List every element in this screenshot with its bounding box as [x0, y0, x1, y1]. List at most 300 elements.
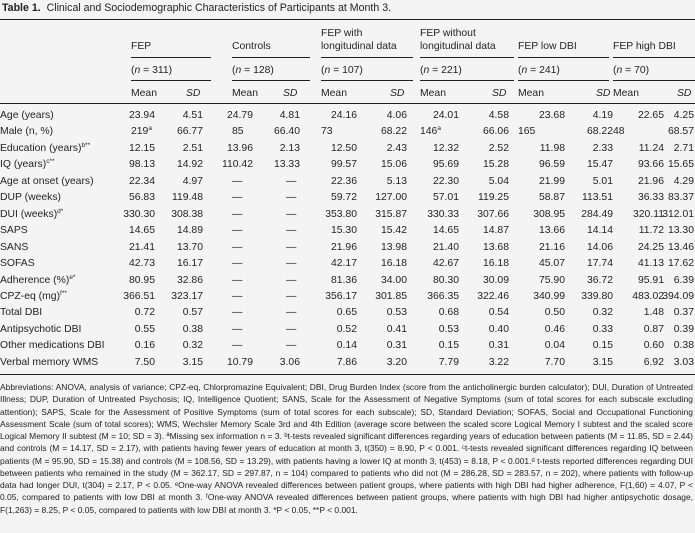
table-cell: [331, 257, 357, 270]
cell-footnote-mark: a: [148, 125, 152, 133]
n-symbol: n: [235, 65, 242, 76]
table-cell: [582, 191, 613, 204]
table-cell: [668, 257, 694, 270]
cell-value: 113.51: [581, 192, 613, 204]
cell-value: 366.51: [123, 290, 155, 302]
column-mean-header: Mean: [321, 88, 347, 99]
table-cell: [581, 290, 613, 303]
table-cell: [483, 274, 509, 287]
cell-value: 16.17: [176, 258, 203, 270]
cell-value: 0.40: [488, 323, 509, 335]
table-cell: [489, 339, 509, 352]
cell-value: 21.41: [128, 241, 155, 253]
cell-value: 13.33: [273, 159, 300, 171]
table-cell: [433, 257, 459, 270]
cell-value: 59.72: [330, 192, 357, 204]
column-group-line: FEP with: [321, 28, 363, 39]
cell-value: 3.22: [488, 356, 509, 368]
cell-value: 4.58: [488, 110, 509, 121]
table-cell: [433, 158, 459, 171]
cell-value: 3.20: [386, 356, 407, 368]
n-symbol: n: [521, 65, 528, 76]
row-label-text: SANS: [0, 241, 29, 253]
cell-value: 96.59: [538, 159, 565, 171]
table-cell: [274, 125, 300, 138]
cell-value: —: [232, 225, 243, 237]
column-group-line: FEP without: [420, 28, 476, 39]
cell-value: 14.06: [586, 241, 613, 253]
table-cell: [533, 208, 565, 221]
table-cell: [540, 142, 565, 155]
row-label: [0, 274, 75, 287]
table-cell: [171, 290, 203, 303]
table-cell: [489, 142, 509, 155]
table-cell: [331, 109, 357, 122]
cell-value: 21.99: [538, 175, 565, 187]
row-label-text: Total DBI: [0, 307, 43, 319]
table-cell: [593, 339, 613, 352]
table-cell: [177, 224, 203, 237]
row-label: [0, 175, 94, 188]
cell-value: 16.18: [380, 258, 407, 270]
table-cell: [227, 142, 253, 155]
table-cell: [662, 208, 694, 221]
cell-value: —: [232, 307, 243, 319]
cell-value: 4.29: [673, 175, 694, 187]
row-label-text: IQ (years): [0, 159, 47, 171]
table-cell: [280, 109, 300, 122]
cell-value: 24.79: [226, 110, 253, 121]
cell-value: 21.96: [637, 175, 664, 187]
cell-value: 353.80: [325, 208, 357, 220]
cell-value: 24.01: [432, 110, 459, 121]
cell-value: 323.17: [171, 290, 203, 302]
cell-value: 14.87: [482, 225, 509, 237]
cell-value: 3.06: [279, 356, 300, 368]
table-cell: [232, 241, 242, 254]
cell-value: 4.97: [182, 175, 203, 187]
cell-value: 66.40: [273, 126, 300, 138]
row-label-text: CPZ-eq (mg): [0, 290, 61, 302]
cell-value: 11.72: [638, 225, 664, 237]
row-label-text: DUI (weeks): [0, 208, 58, 220]
row-label-text: Verbal memory WMS: [0, 356, 99, 368]
table-cell: [381, 274, 407, 287]
table-cell: [232, 224, 242, 237]
cell-value: —: [286, 192, 297, 204]
cell-value: 3.15: [182, 356, 203, 368]
table-cell: [483, 224, 509, 237]
table-cell: [489, 109, 509, 122]
cell-value: 284.49: [581, 208, 613, 220]
cell-value: 0.14: [336, 340, 357, 352]
table-cell: [433, 142, 459, 155]
column-sd-header: SD: [186, 88, 201, 99]
table-cell: [129, 175, 155, 188]
table-cell: [668, 224, 694, 237]
table-cell: [321, 125, 333, 138]
cell-value: 6.92: [643, 356, 664, 368]
table-cell: [518, 125, 535, 138]
table-cell: [489, 323, 509, 336]
row-label-footnote-mark: f**: [60, 289, 67, 297]
table-cell: [387, 356, 407, 369]
row-label: [0, 158, 55, 171]
cell-value: 81.36: [330, 274, 357, 286]
cell-value: 75.90: [538, 274, 565, 286]
column-n: (n = 221): [420, 65, 462, 76]
cell-value: 14.89: [176, 225, 203, 237]
column-mean-header: Mean: [518, 88, 544, 99]
table-cell: [129, 158, 155, 171]
column-mean-header: Mean: [613, 88, 639, 99]
table-cell: [232, 323, 242, 336]
table-cell: [381, 158, 407, 171]
table-cell: [123, 208, 155, 221]
cell-value: 4.51: [182, 110, 203, 121]
table-cell: [280, 142, 300, 155]
cell-value: —: [286, 241, 297, 253]
column-sd-header: SD: [390, 88, 405, 99]
table-cell: [177, 274, 203, 287]
table-cell: [375, 290, 407, 303]
table-caption: Clinical and Sociodemographic Characteristics of Participants at Month 3.: [46, 2, 392, 14]
table-cell: [337, 323, 357, 336]
cell-value: 22.30: [432, 175, 459, 187]
cell-value: 0.65: [336, 307, 357, 319]
column-group-line: longitudinal data: [321, 41, 397, 52]
column-n: (n = 311): [131, 65, 173, 76]
table-cell: [325, 208, 357, 221]
table-cell: [613, 125, 625, 138]
table-cell: [227, 109, 253, 122]
cell-value: 36.33: [637, 192, 664, 204]
table-cell: [545, 356, 565, 369]
cell-value: 2.33: [592, 142, 613, 154]
cell-value: 68.57: [667, 126, 694, 138]
cell-value: 4.06: [386, 110, 407, 121]
table-cell: [483, 257, 509, 270]
cell-value: 83.37: [667, 192, 694, 204]
cell-value: 21.96: [330, 241, 357, 253]
cell-value: 5.04: [488, 175, 509, 187]
cell-value: 0.57: [182, 307, 203, 319]
cell-value: 23.68: [538, 110, 565, 121]
cell-value: 13.70: [176, 241, 203, 253]
table-cell: [286, 208, 296, 221]
cell-value: 23.94: [128, 110, 155, 121]
cell-value: —: [286, 340, 297, 352]
row-label-footnote-mark: d*: [57, 207, 64, 215]
cell-value: 98.13: [128, 159, 155, 171]
cell-value: 0.39: [673, 323, 694, 335]
row-label-text: Male (n, %): [0, 126, 54, 138]
table-cell: [331, 175, 357, 188]
table-cell: [286, 290, 296, 303]
table-cell: [123, 290, 155, 303]
row-label: [0, 290, 67, 303]
cell-value: 2.43: [386, 142, 407, 154]
table-cell: [439, 356, 459, 369]
table-cell: [381, 241, 407, 254]
column-n-underline: [131, 80, 211, 81]
row-label-text: Age (years): [0, 110, 54, 121]
table-cell: [172, 191, 203, 204]
cell-value: 0.41: [386, 323, 407, 335]
table-cell: [662, 290, 694, 303]
cell-value: 13.66: [538, 225, 565, 237]
table-cell: [593, 142, 613, 155]
cell-value: 312.01: [662, 208, 694, 220]
table-cell: [539, 241, 565, 254]
cell-value: 165: [518, 126, 536, 138]
table-cell: [674, 109, 694, 122]
table-cell: [633, 208, 664, 221]
row-label: [0, 142, 90, 155]
cell-value: 4.25: [673, 110, 694, 121]
table-cell: [337, 306, 357, 319]
table-cell: [232, 290, 242, 303]
table-cell: [280, 356, 300, 369]
table-cell: [131, 125, 152, 138]
table-cell: [587, 125, 613, 138]
row-label-text: Education (years): [0, 142, 82, 154]
table-cell: [433, 175, 459, 188]
cell-value: —: [232, 340, 243, 352]
cell-value: 322.46: [477, 290, 509, 302]
row-label: [0, 125, 53, 138]
table-cell: [286, 224, 296, 237]
table-cell: [639, 224, 664, 237]
cell-value: 301.85: [375, 290, 407, 302]
table-cell: [427, 208, 459, 221]
table-cell: [286, 274, 296, 287]
cell-value: 17.62: [667, 258, 694, 270]
table-cell: [274, 158, 300, 171]
cell-value: —: [232, 175, 243, 187]
table-cell: [177, 241, 203, 254]
table-cell: [433, 109, 459, 122]
column-n-underline: [232, 80, 310, 81]
n-symbol: n: [134, 65, 141, 76]
table-cell: [286, 175, 296, 188]
table-cell: [232, 339, 242, 352]
cell-value: 42.73: [128, 258, 155, 270]
cell-value: —: [232, 258, 243, 270]
cell-value: 0.54: [488, 307, 509, 319]
row-label: [0, 339, 105, 352]
table-cell: [587, 158, 613, 171]
table-cell: [232, 175, 242, 188]
cell-value: 15.42: [380, 225, 407, 237]
table-cell: [593, 175, 613, 188]
column-n-underline: [420, 80, 514, 81]
table-cell: [232, 191, 242, 204]
cell-value: 6.39: [673, 274, 694, 286]
cell-value: 73: [321, 126, 333, 138]
table-cell: [638, 175, 664, 188]
cell-value: 0.87: [643, 323, 664, 335]
cell-value: 58.87: [538, 192, 565, 204]
row-label: [0, 306, 42, 319]
column-n-underline: [321, 80, 413, 81]
column-group-underline: [420, 57, 514, 58]
cell-value: 0.31: [386, 340, 407, 352]
table-cell: [587, 274, 613, 287]
table-cell: [381, 224, 407, 237]
table-cell: [183, 339, 203, 352]
cell-value: 366.35: [427, 290, 459, 302]
top-rule: [0, 19, 695, 20]
table-cell: [433, 191, 459, 204]
table-cell: [674, 175, 694, 188]
cell-value: 14.92: [176, 159, 203, 171]
cell-value: —: [232, 274, 243, 286]
cell-value: 4.19: [592, 110, 613, 121]
table-cell: [183, 175, 203, 188]
table-cell: [668, 158, 694, 171]
table-cell: [331, 241, 357, 254]
column-n: (n = 70): [613, 65, 650, 76]
column-mean-header: Mean: [131, 88, 157, 99]
table-cell: [286, 339, 296, 352]
cell-value: —: [232, 290, 243, 302]
table-cell: [638, 274, 664, 287]
table-cell: [433, 274, 459, 287]
cell-value: —: [286, 274, 297, 286]
bottom-rule: [0, 374, 695, 375]
row-label: [0, 191, 61, 204]
cell-value: 0.16: [134, 340, 155, 352]
table-cell: [381, 257, 407, 270]
table-cell: [387, 142, 407, 155]
cell-value: 13.46: [667, 241, 694, 253]
cell-value: 0.38: [673, 340, 694, 352]
row-label-footnote-mark: c**: [46, 158, 55, 166]
column-group-line: longitudinal data: [420, 41, 496, 52]
table-cell: [222, 158, 253, 171]
cell-value: 0.32: [592, 307, 613, 319]
cell-value: 0.33: [592, 323, 613, 335]
table-cell: [331, 142, 357, 155]
table-cell: [587, 257, 613, 270]
cell-value: —: [286, 290, 297, 302]
cell-value: 330.30: [123, 208, 155, 220]
cell-value: 42.17: [330, 258, 357, 270]
cell-value: 57.01: [432, 192, 459, 204]
table-cell: [644, 339, 664, 352]
table-cell: [539, 109, 565, 122]
table-cell: [674, 142, 694, 155]
column-n-underline: [518, 80, 609, 81]
column-group-underline: [232, 57, 310, 58]
cell-value: 14.14: [586, 225, 613, 237]
cell-value: 95.91: [637, 274, 664, 286]
cell-value: 21.40: [432, 241, 459, 253]
table-cell: [232, 257, 242, 270]
cell-value: 22.34: [128, 175, 155, 187]
table-cell: [232, 125, 244, 138]
table-cell: [387, 339, 407, 352]
cell-value: 16.18: [482, 258, 509, 270]
cell-value: 320.11: [632, 208, 664, 220]
cell-value: —: [286, 258, 297, 270]
cell-value: 0.15: [438, 340, 459, 352]
cell-value: 11.98: [539, 142, 565, 154]
column-sd-header: SD: [596, 88, 611, 99]
table-cell: [387, 323, 407, 336]
row-label-text: Other medications DBI: [0, 340, 105, 352]
row-label-text: Age at onset (years): [0, 175, 94, 187]
cell-value: 219: [131, 126, 149, 138]
row-label-text: SAPS: [0, 225, 28, 237]
cell-value: —: [286, 175, 297, 187]
table-cell: [135, 306, 155, 319]
cell-value: 24.25: [637, 241, 664, 253]
cell-value: 340.99: [533, 290, 565, 302]
cell-value: 0.37: [673, 307, 694, 319]
column-n: (n = 241): [518, 65, 560, 76]
cell-value: 2.52: [488, 142, 509, 154]
row-label-footnote-mark: e*: [69, 273, 76, 281]
cell-value: 15.06: [380, 159, 407, 171]
cell-value: 330.33: [427, 208, 459, 220]
cell-value: —: [286, 208, 297, 220]
cell-value: 7.79: [438, 356, 459, 368]
table-cell: [638, 109, 664, 122]
cell-value: 7.86: [336, 356, 357, 368]
table-cell: [545, 306, 565, 319]
table-cell: [331, 274, 357, 287]
table-cell: [674, 306, 694, 319]
cell-value: —: [232, 323, 243, 335]
table-cell: [129, 241, 155, 254]
cell-value: 308.95: [533, 208, 565, 220]
cell-value: 0.50: [544, 307, 565, 319]
column-group-underline: [613, 57, 695, 58]
column-mean-header: Mean: [420, 88, 446, 99]
table-cell: [539, 224, 565, 237]
column-mean-header: Mean: [232, 88, 258, 99]
cell-value: 14.65: [432, 225, 459, 237]
cell-value: 15.65: [667, 159, 694, 171]
cell-value: 483.02: [632, 290, 664, 302]
cell-value: 0.32: [182, 340, 203, 352]
table-cell: [183, 142, 203, 155]
column-n: (n = 128): [232, 65, 274, 76]
cell-value: 7.70: [544, 356, 565, 368]
table-cell: [135, 356, 155, 369]
column-group-underline: [321, 57, 413, 58]
cell-value: 127.00: [375, 192, 407, 204]
row-label-text: Adherence (%): [0, 274, 70, 286]
cell-footnote-mark: a: [437, 125, 441, 133]
cell-value: 15.47: [586, 159, 613, 171]
cell-value: 80.95: [128, 274, 155, 286]
cell-value: 308.38: [171, 208, 203, 220]
table-cell: [177, 125, 203, 138]
cell-value: —: [232, 192, 243, 204]
cell-value: 1.48: [643, 307, 664, 319]
cell-value: 110.42: [221, 159, 253, 171]
table-cell: [129, 257, 155, 270]
cell-value: 12.15: [128, 142, 155, 154]
cell-value: —: [286, 225, 297, 237]
cell-value: 95.69: [432, 159, 459, 171]
cell-value: 21.16: [538, 241, 565, 253]
table-cell: [581, 208, 613, 221]
table-cell: [638, 257, 664, 270]
